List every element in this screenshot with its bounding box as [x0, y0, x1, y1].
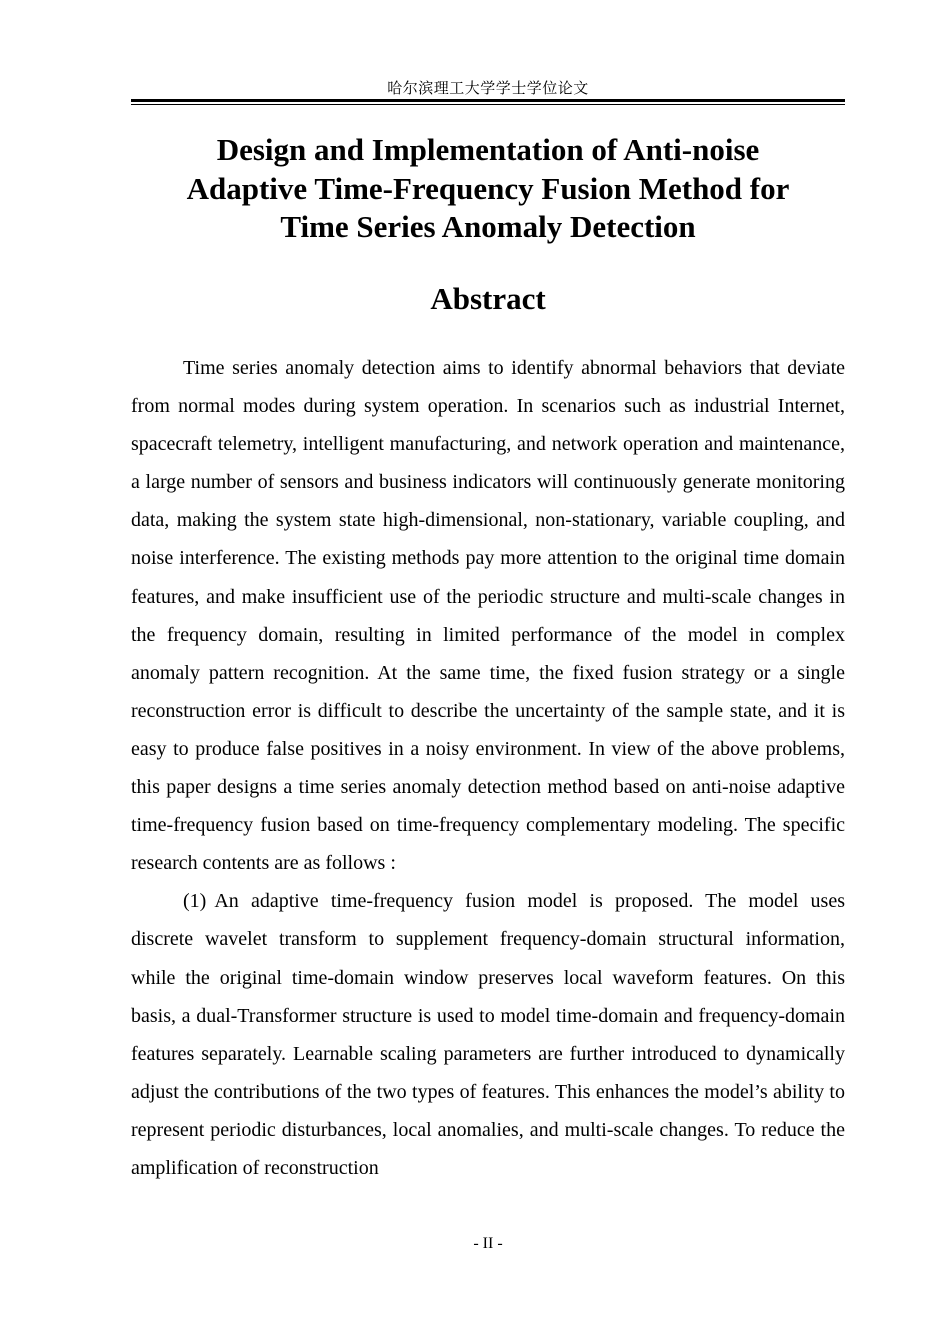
header-rule-thick: [131, 99, 845, 102]
header-rule-thin: [131, 104, 845, 105]
running-header: 哈尔滨理工大学学士学位论文: [387, 79, 589, 97]
list-item-number: (1): [183, 890, 207, 913]
title-line-1: Design and Implementation of Anti-noise: [216, 132, 760, 167]
page-number: - II -: [473, 1235, 503, 1252]
document-title: [131, 131, 845, 247]
list-item: [131, 882, 845, 1187]
document-page: [131, 0, 845, 1342]
list-item-text: An adaptive time-frequency fusion model is proposed. The model uses discrete wavelet transform to supplement frequency-domain structural information, while the original time-domain window preserves local waveform features. On this basis, a dual-Transformer structure is used to model time-domain and frequency-domain features separately. Learnable scaling parameters are further introduced to dynamically adjust the contributions of the two types of features. This enhances the model’s ability to represent periodic disturbances, local anomalies, and multi-scale changes. To reduce the amplification of reconstruction: [131, 890, 845, 1179]
title-line-2: Adaptive Time-Frequency Fusion Method for: [186, 170, 790, 206]
section-heading-abstract: Abstract: [430, 281, 546, 316]
abstract-body: [131, 349, 845, 1187]
abstract-paragraph: Time series anomaly detection aims to identify abnormal behaviors that deviate from normal modes during system operation. In scenarios such as industrial Internet, spacecraft telemetry, intelligent manufacturing, and network operation and maintenance, a large number of sensors and business indicators will continuously generate monitoring data, making the system state high-dimensional, non-stationary, variable coupling, and noise interference. The existing methods pay more attention to the original time domain features, and make insufficient use of the periodic structure and multi-scale changes in the frequency domain, resulting in limited performance of the model in complex anomaly pattern recognition. At the same time, the fixed fusion strategy or a single reconstruction error is difficult to describe the uncertainty of the sample state, and it is easy to produce false positives in a noisy environment. In view of the above problems, this paper designs a time series anomaly detection method based on anti-noise adaptive time-frequency fusion based on time-frequency complementary modeling. The specific research contents are as follows :: [131, 357, 845, 875]
title-line-3: Time Series Anomaly Detection: [280, 209, 696, 244]
